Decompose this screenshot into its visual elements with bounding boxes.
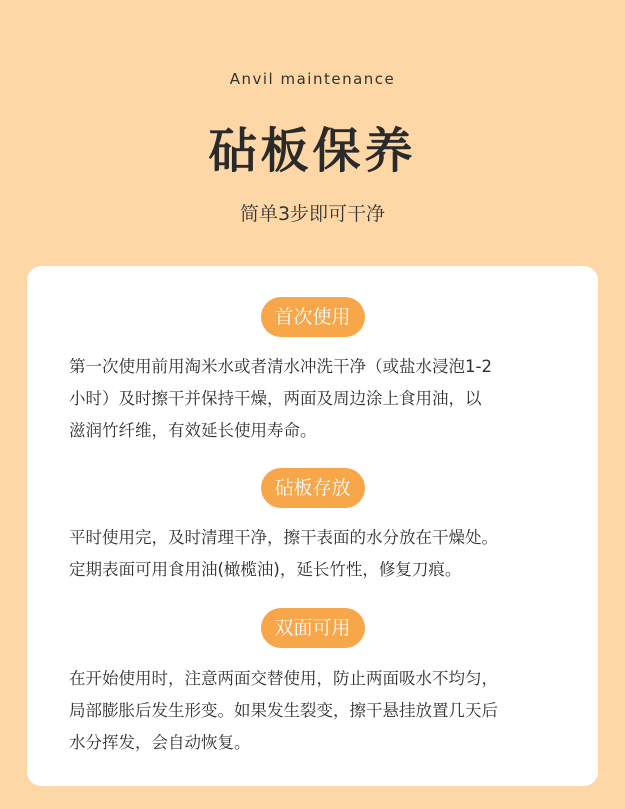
- section-heading-storage: 砧板存放: [260, 468, 364, 508]
- section-text-storage: [69, 522, 559, 586]
- section-text-double-sided: [69, 663, 559, 759]
- eyebrow-text: Anvil maintenance: [229, 70, 396, 88]
- text-line: 局部膨胀后发生形变。如果发生裂变，擦干悬挂放置几天后: [69, 701, 498, 720]
- content-card: [27, 266, 598, 786]
- section-text-first-use: [69, 351, 559, 447]
- text-line: 滋润竹纤维，有效延长使用寿命。: [69, 421, 317, 440]
- section-heading-double-sided: 双面可用: [260, 608, 364, 648]
- text-line: 第一次使用前用淘米水或者清水冲洗干净（或盐水浸泡1-2: [69, 357, 492, 376]
- page-title: 砧板保养: [208, 123, 417, 179]
- text-line: 平时使用完，及时清理干净，擦干表面的水分放在干燥处。: [69, 528, 498, 547]
- text-line: 定期表面可用食用油(橄榄油)，延长竹性，修复刀痕。: [69, 560, 462, 579]
- section-heading-first-use: 首次使用: [260, 297, 364, 337]
- text-line: 小时）及时擦干并保持干燥，两面及周边涂上食用油，以: [69, 389, 482, 408]
- page-subtitle: 简单3步即可干净: [239, 203, 386, 225]
- text-line: 水分挥发，会自动恢复。: [69, 733, 251, 752]
- text-line: 在开始使用时，注意两面交替使用，防止两面吸水不均匀，: [69, 669, 498, 688]
